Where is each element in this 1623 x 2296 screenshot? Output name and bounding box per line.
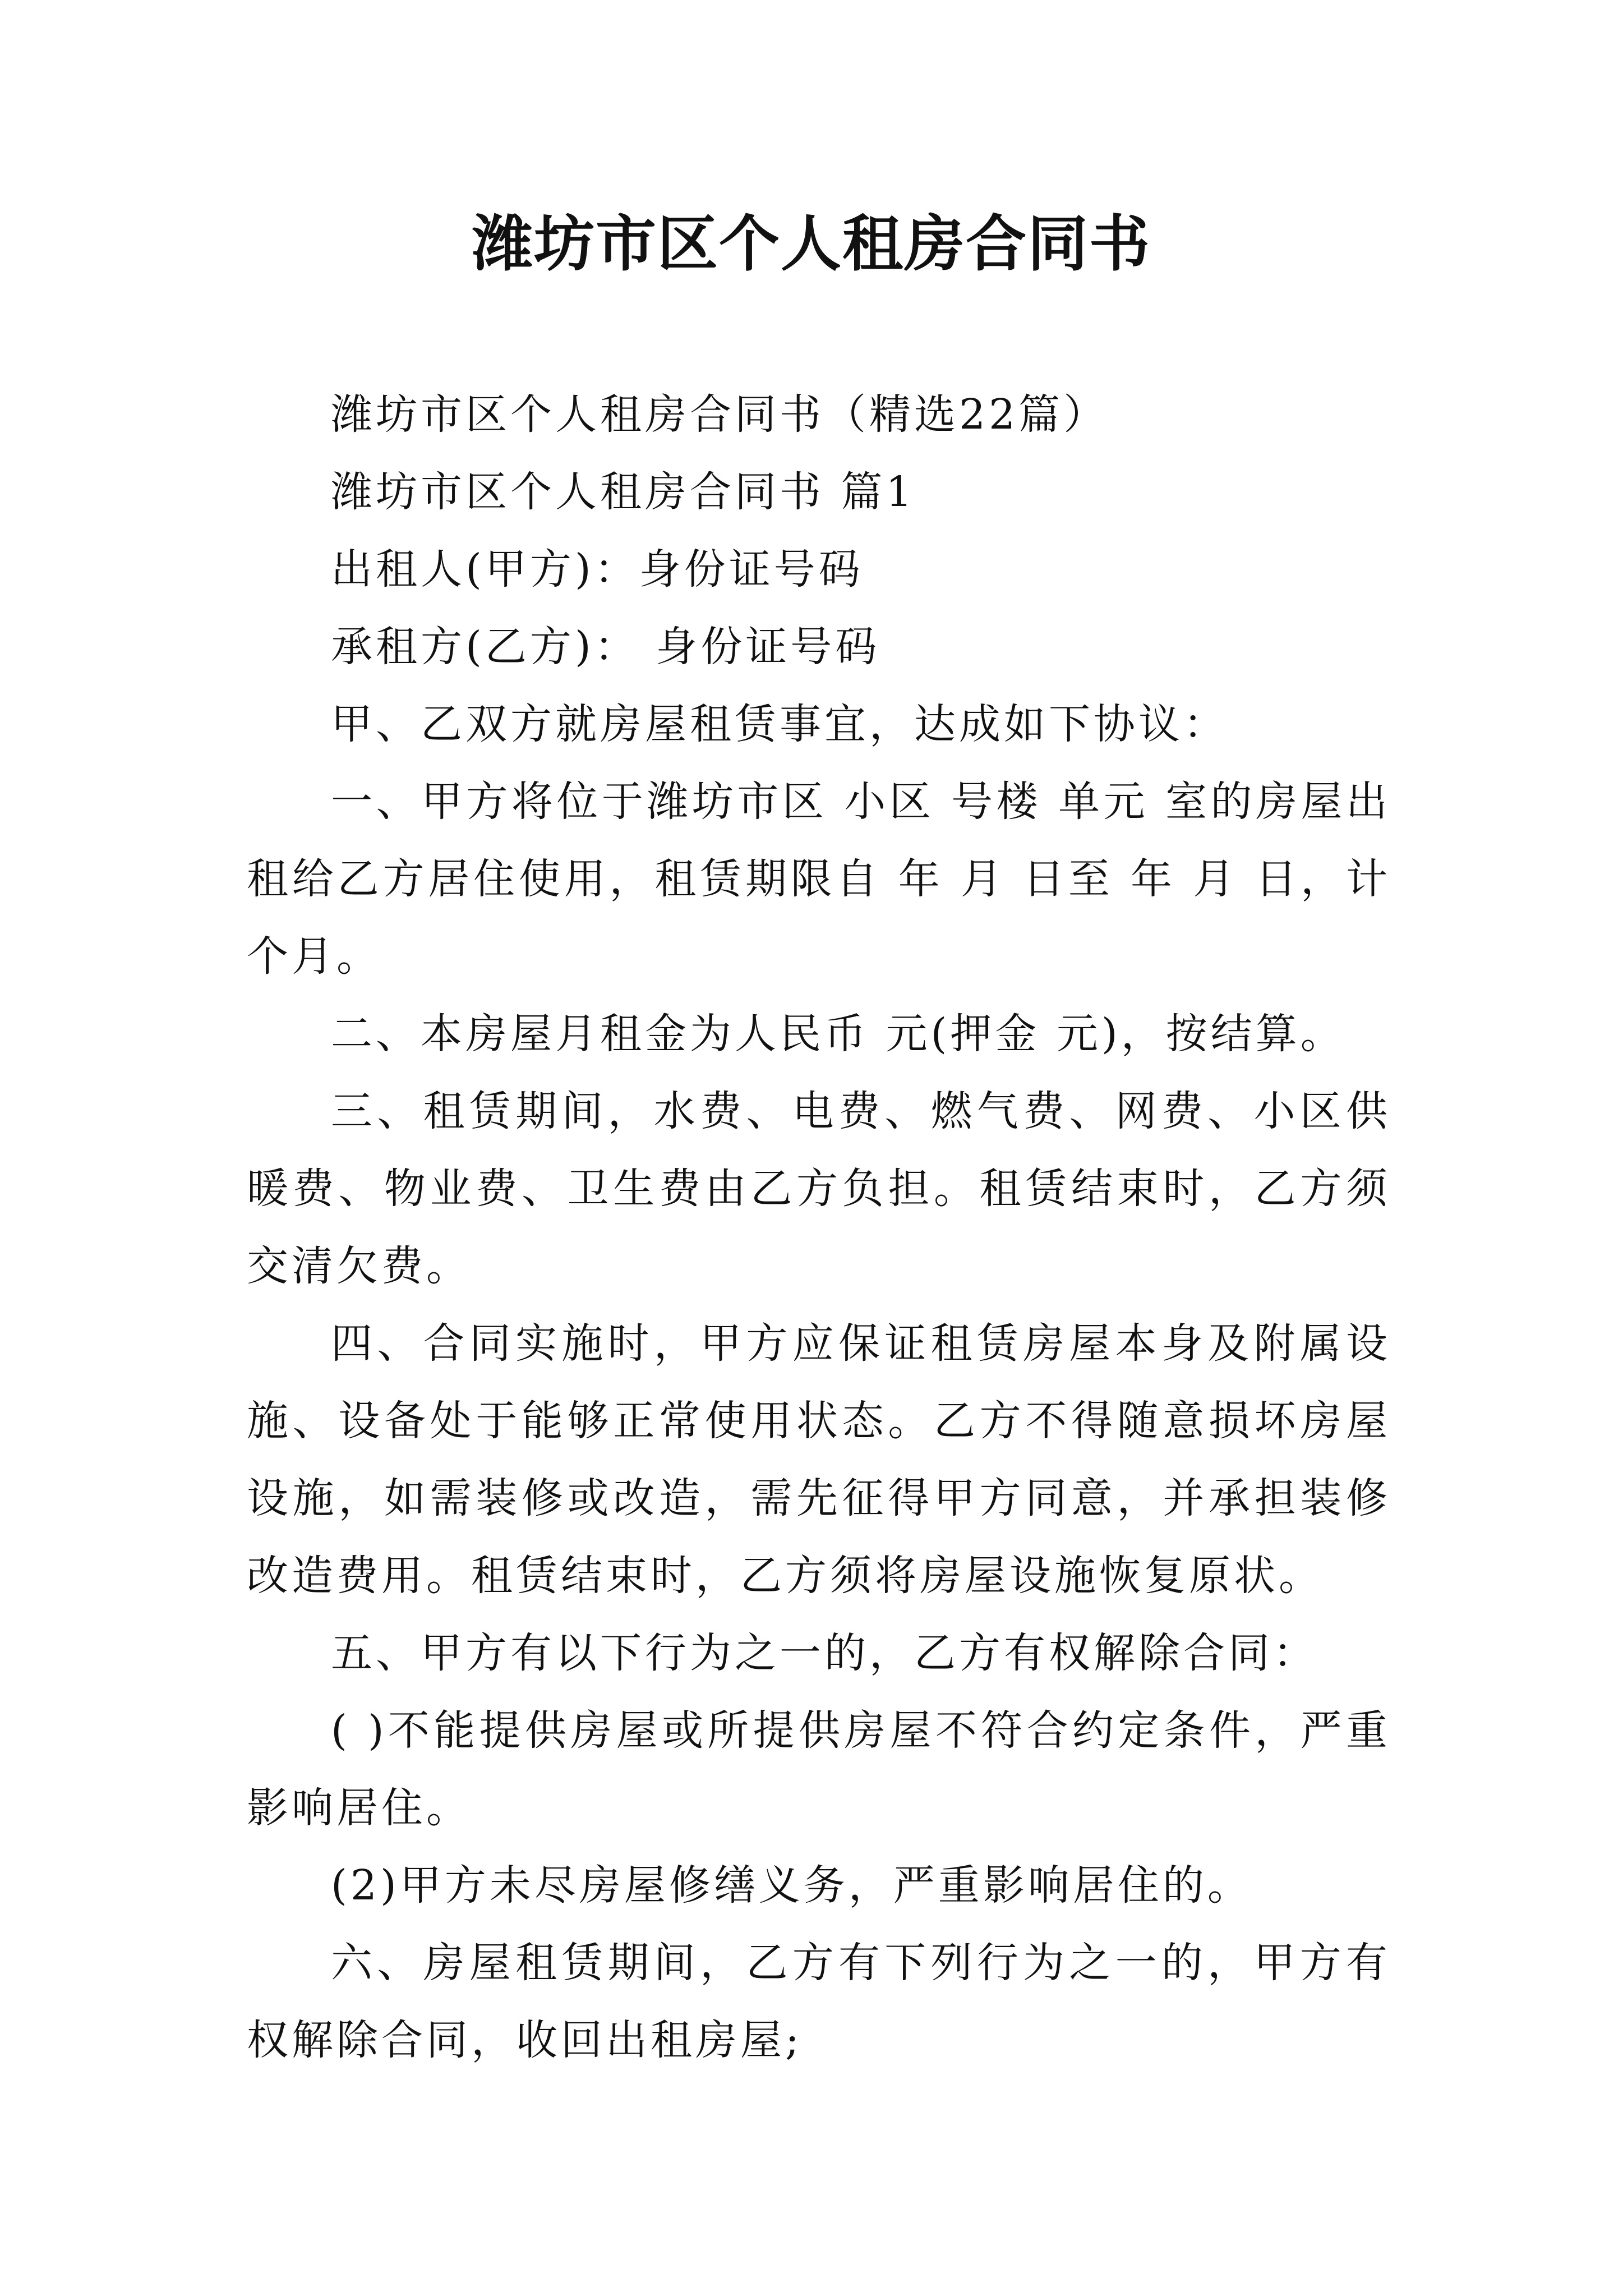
paragraph: 承租方(乙方)： 身份证号码 <box>331 623 880 671</box>
paragraph: 甲、乙双方就房屋租赁事宜，达成如下协议： <box>331 700 1228 748</box>
paragraph: 一、甲方将位于潍坊市区 小区 号楼 单元 室的房屋出租给乙方居住使用，租赁期限自 年 月 日至 年 月 日，计 个月。 <box>247 777 1391 981</box>
paragraph: 潍坊市区个人租房合同书（精选22篇） <box>331 390 1109 439</box>
document-body <box>247 376 1391 2079</box>
paragraph: (2)甲方未尽房屋修缮义务，严重影响居住的。 <box>331 1861 1252 1910</box>
paragraph: 三、租赁期间，水费、电费、燃气费、网费、小区供暖费、物业费、卫生费由乙方负担。租赁结束时，乙方须交清欠费。 <box>247 1087 1391 1290</box>
paragraph: 二、本房屋月租金为人民币 元(押金 元)，按结算。 <box>331 1010 1345 1058</box>
paragraph: 六、房屋租赁期间，乙方有下列行为之一的，甲方有权解除合同，收回出租房屋; <box>247 1939 1391 2064</box>
paragraph: 潍坊市区个人租房合同书 篇1 <box>331 468 916 516</box>
paragraph: ( )不能提供房屋或所提供房屋不符合约定条件，严重影响居住。 <box>247 1706 1391 1832</box>
paragraph: 出租人(甲方)：身份证号码 <box>331 545 864 593</box>
document-title: 潍坊市区个人租房合同书 <box>472 209 1151 279</box>
paragraph: 五、甲方有以下行为之一的，乙方有权解除合同： <box>331 1629 1318 1677</box>
paragraph: 四、合同实施时，甲方应保证租赁房屋本身及附属设施、设备处于能够正常使用状态。乙方不得随意损坏房屋设施，如需装修或改造，需先征得甲方同意，并承担装修改造费用。租赁结束时，乙方须将房屋设施恢复原状。 <box>247 1319 1391 1600</box>
